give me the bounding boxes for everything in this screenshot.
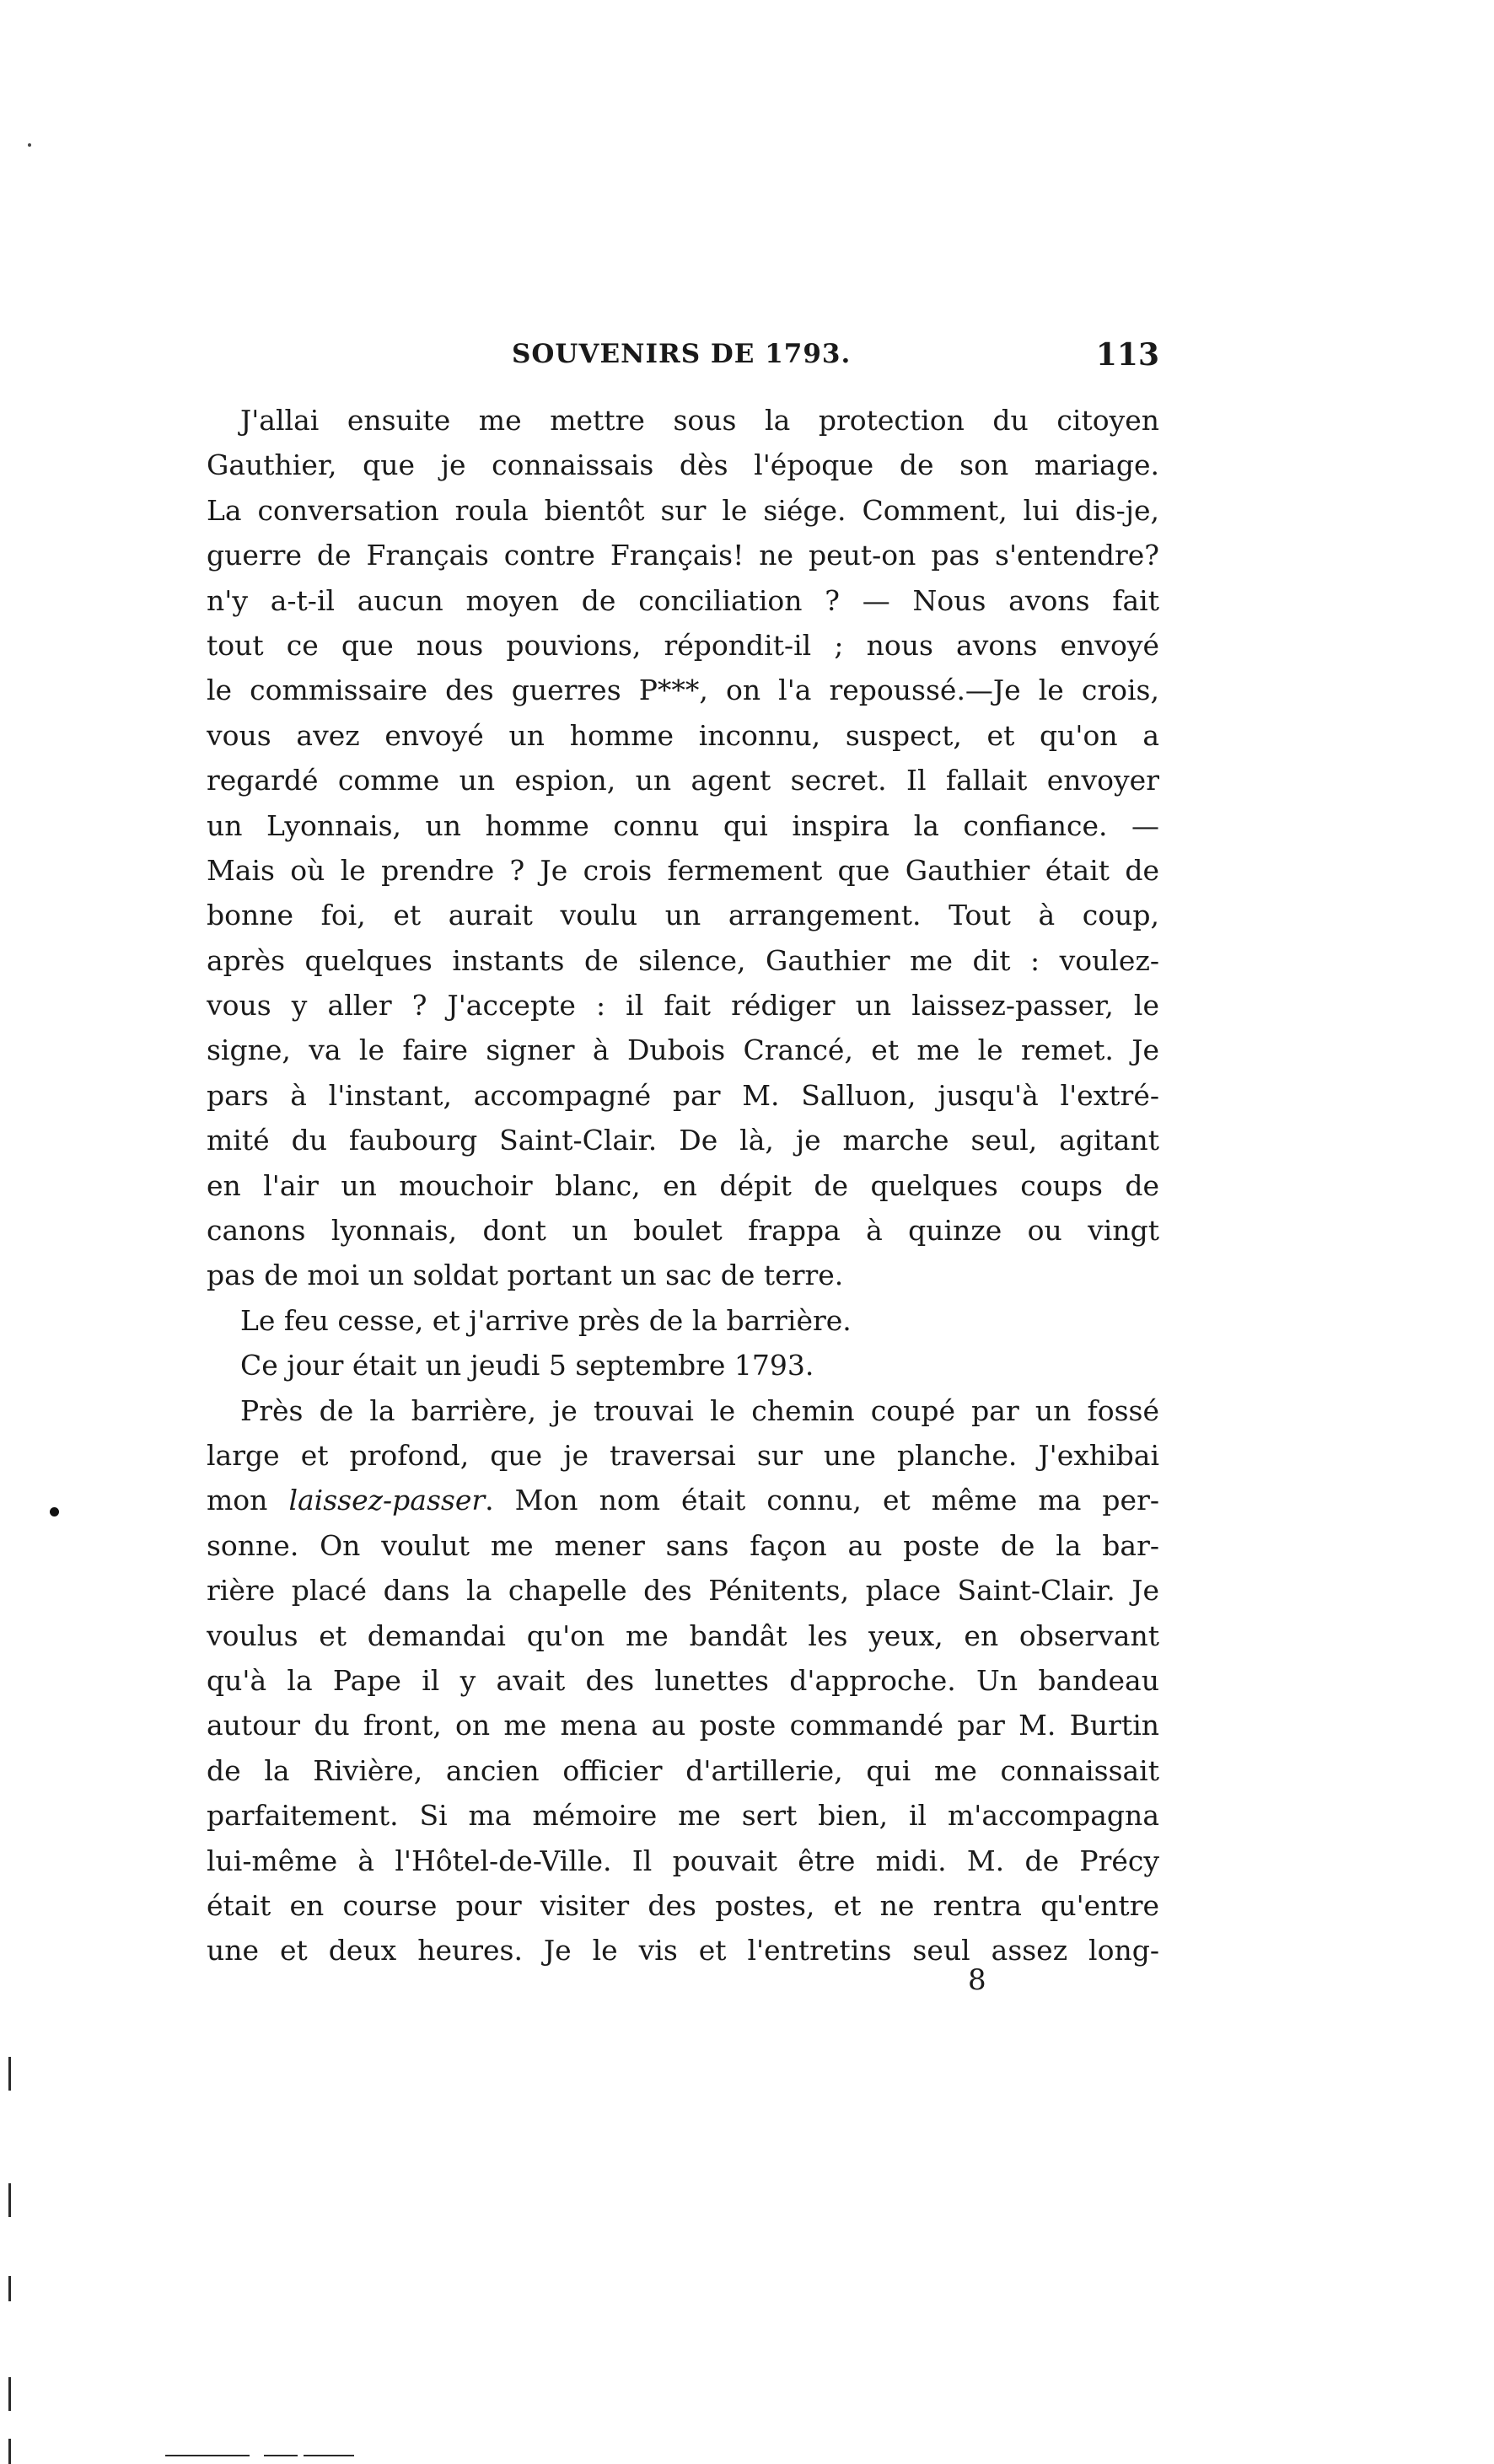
text-line: en l'air un mouchoir blanc, en dépit de quelques coups de	[207, 1168, 1159, 1202]
scan-artifact	[8, 2276, 11, 2301]
text-line: voulus et demandai qu'on me bandât les yeux, en observant	[207, 1619, 1159, 1652]
scan-artifact	[304, 2455, 354, 2456]
text-line: vous y aller ? J'accepte : il fait rédiger un laissez-passer, le	[207, 989, 1159, 1023]
scan-artifact	[8, 2377, 11, 2411]
text-line: guerre de Français contre Français! ne peut-on pas s'entendre?	[207, 539, 1159, 572]
text-line: Gauthier, que je connaissais dès l'époque de son mariage.	[207, 448, 1159, 482]
body-text	[207, 398, 1159, 1973]
text-line: un Lyonnais, un homme connu qui inspira la confiance. —	[207, 808, 1159, 842]
scan-artifact	[8, 2439, 11, 2464]
running-title: SOUVENIRS DE 1793.	[512, 339, 852, 369]
text-line: vous avez envoyé un homme inconnu, suspect, et qu'on a	[207, 718, 1159, 752]
italic-term: laissez-passer	[288, 1484, 486, 1517]
text-line: J'allai ensuite me mettre sous la protection du citoyen	[240, 404, 1159, 437]
text-line: Près de la barrière, je trouvai le chemin coupé par un fossé	[240, 1393, 1159, 1427]
text-line: qu'à la Pape il y avait des lunettes d'approche. Un bandeau	[207, 1663, 1159, 1697]
text-line: signe, va le faire signer à Dubois Crancé, et me le remet. Je	[207, 1033, 1159, 1067]
signature-mark: 8	[968, 1963, 986, 1997]
text-line: était en course pour visiter des postes, et ne rentra qu'entre	[207, 1888, 1159, 1922]
scan-artifact	[165, 2455, 250, 2456]
paper-speck	[28, 143, 31, 147]
scan-artifact	[8, 2183, 11, 2217]
text-line: bonne foi, et aurait voulu un arrangement. Tout à coup,	[207, 899, 1159, 932]
text-line: canons lyonnais, dont un boulet frappa à quinze ou vingt	[207, 1214, 1159, 1248]
text-line: après quelques instants de silence, Gauthier me dit : voulez-	[207, 943, 1159, 977]
margin-dot	[50, 1507, 59, 1517]
text-line: lui-même à l'Hôtel-de-Ville. Il pouvait être midi. M. de Précy	[207, 1844, 1159, 1877]
text-line: de la Rivière, ancien officier d'artillerie, qui me connaissait	[207, 1753, 1159, 1787]
text-line: sonne. On voulut me mener sans façon au poste de la bar-	[207, 1528, 1159, 1562]
text-line: tout ce que nous pouvions, répondit-il ; nous avons envoyé	[207, 628, 1159, 662]
text-line: Mais où le prendre ? Je crois fermement que Gauthier était de	[207, 853, 1159, 887]
text-line: parfaitement. Si ma mémoire me sert bien, il m'accompagna	[207, 1799, 1159, 1833]
text-line: regardé comme un espion, un agent secret. Il fallait envoyer	[207, 764, 1159, 797]
text-line: le commissaire des guerres P***, on l'a repoussé.—Je le crois,	[207, 674, 1159, 707]
text-line: Le feu cesse, et j'arrive près de la barrière.	[240, 1303, 852, 1337]
text-line: autour du front, on me mena au poste commandé par M. Burtin	[207, 1709, 1159, 1742]
text-line: rière placé dans la chapelle des Pénitents, place Saint-Clair. Je	[207, 1574, 1159, 1608]
text-line: Ce jour était un jeudi 5 septembre 1793.	[240, 1349, 814, 1382]
text-line: une et deux heures. Je le vis et l'entretins seul assez long-	[207, 1934, 1159, 1967]
text-line: large et profond, que je traversai sur une planche. J'exhibai	[207, 1438, 1159, 1472]
scan-artifact	[264, 2455, 298, 2456]
text-line: pas de moi un soldat portant un sac de terre.	[207, 1259, 844, 1292]
text-line: pars à l'instant, accompagné par M. Salluon, jusqu'à l'extré-	[207, 1078, 1159, 1112]
scan-artifact	[8, 2057, 11, 2091]
running-head	[207, 339, 1159, 389]
text-line: mon laissez-passer. Mon nom était connu, et même ma per-	[207, 1484, 1159, 1517]
page-number: 113	[1095, 337, 1159, 373]
text-line: n'y a-t-il aucun moyen de conciliation ? — Nous avons fait	[207, 583, 1159, 617]
text-line: mité du faubourg Saint-Clair. De là, je marche seul, agitant	[207, 1124, 1159, 1157]
text-line: La conversation roula bientôt sur le siége. Comment, lui dis-je,	[207, 493, 1159, 527]
